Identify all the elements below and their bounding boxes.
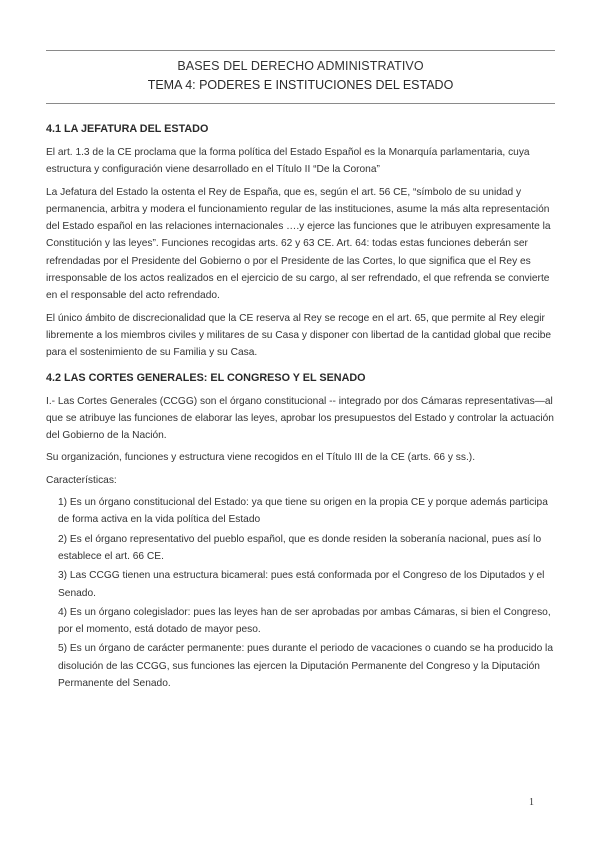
list-item: 1) Es un órgano constitucional del Estado: ya que tiene su origen en la propia CE y porque además participa de forma activa en la vida política del Estado <box>58 497 548 526</box>
paragraph: I.- Las Cortes Generales (CCGG) son el órgano constitucional -- integrado por dos Cámaras representativas—al que se atribuye las funciones de elaborar las leyes, aprobar los presupuestos del Estado y controlar la actuación del Gobierno de la Nación. <box>46 395 554 442</box>
subject-title: BASES DEL DERECHO ADMINISTRATIVO <box>177 59 424 73</box>
header-bottom-rule <box>46 103 555 104</box>
list-item: 5) Es un órgano de carácter permanente: pues durante el periodo de vacaciones o cuando se ha producido la disolución de las CCGG, sus funciones las ejercen la Diputación Permanente del Congreso y la Diputación Permanente del Senado. <box>58 643 553 690</box>
paragraph: El único ámbito de discrecionalidad que la CE reserva al Rey se recoge en el art. 65, que permite al Rey elegir libremente a los miembros civiles y militares de su Casa y disponer con libertad de la cantidad global que recibe para el sostenimiento de su Familia y su Casa. <box>46 312 552 359</box>
topic-title: TEMA 4: PODERES E INSTITUCIONES DEL ESTADO <box>147 78 454 92</box>
header-top-rule <box>46 50 555 51</box>
paragraph: Características: <box>46 474 117 486</box>
document-body <box>46 121 558 694</box>
paragraph: El art. 1.3 de la CE proclama que la forma política del Estado Español es la Monarquía parlamentaria, cuya estructura y configuración viene desarrollado en el Título II “De la Corona” <box>46 147 530 176</box>
list-item: 2) Es el órgano representativo del pueblo español, que es donde residen la soberanía nacional, pues así lo establece el art. 66 CE. <box>58 533 542 562</box>
list-item: 3) Las CCGG tienen una estructura bicameral: pues está conformada por el Congreso de los Diputados y el Senado. <box>58 570 545 599</box>
paragraph: La Jefatura del Estado la ostenta el Rey de España, que es, según el art. 56 CE, “símbolo de su unidad y permanencia, arbitra y modera el funcionamiento regular de las instituciones, asume la más alta representación del Estado español en las relaciones internacionales ….y ejerce las funciones que le atribuyen expresamente la Constitución y las leyes”. Funciones recogidas arts. 62 y 63 CE. Art. 64: todas estas funciones deberán ser refrendadas por el Presidente del Gobierno o por el Presidente de las Cortes, lo que significa que el Rey es irresponsable de los actos realizados en el ejercicio de su cargo, al ser refrendado, el que refrenda se convierte en el responsable del acto refrendado. <box>46 186 551 302</box>
section-heading-jefatura: 4.1 LA JEFATURA DEL ESTADO <box>46 123 209 135</box>
section-heading-cortes: 4.2 LAS CORTES GENERALES: EL CONGRESO Y EL SENADO <box>46 371 366 384</box>
paragraph: Su organización, funciones y estructura viene recogidos en el Título III de la CE (arts. 66 y ss.). <box>46 452 476 464</box>
list-item: 4) Es un órgano colegislador: pues las leyes han de ser aprobadas por ambas Cámaras, si bien el Congreso, por el momento, está dotado de mayor peso. <box>58 606 551 636</box>
page-number: 1 <box>529 797 534 808</box>
characteristics-list <box>46 494 558 692</box>
document-header <box>46 57 555 94</box>
